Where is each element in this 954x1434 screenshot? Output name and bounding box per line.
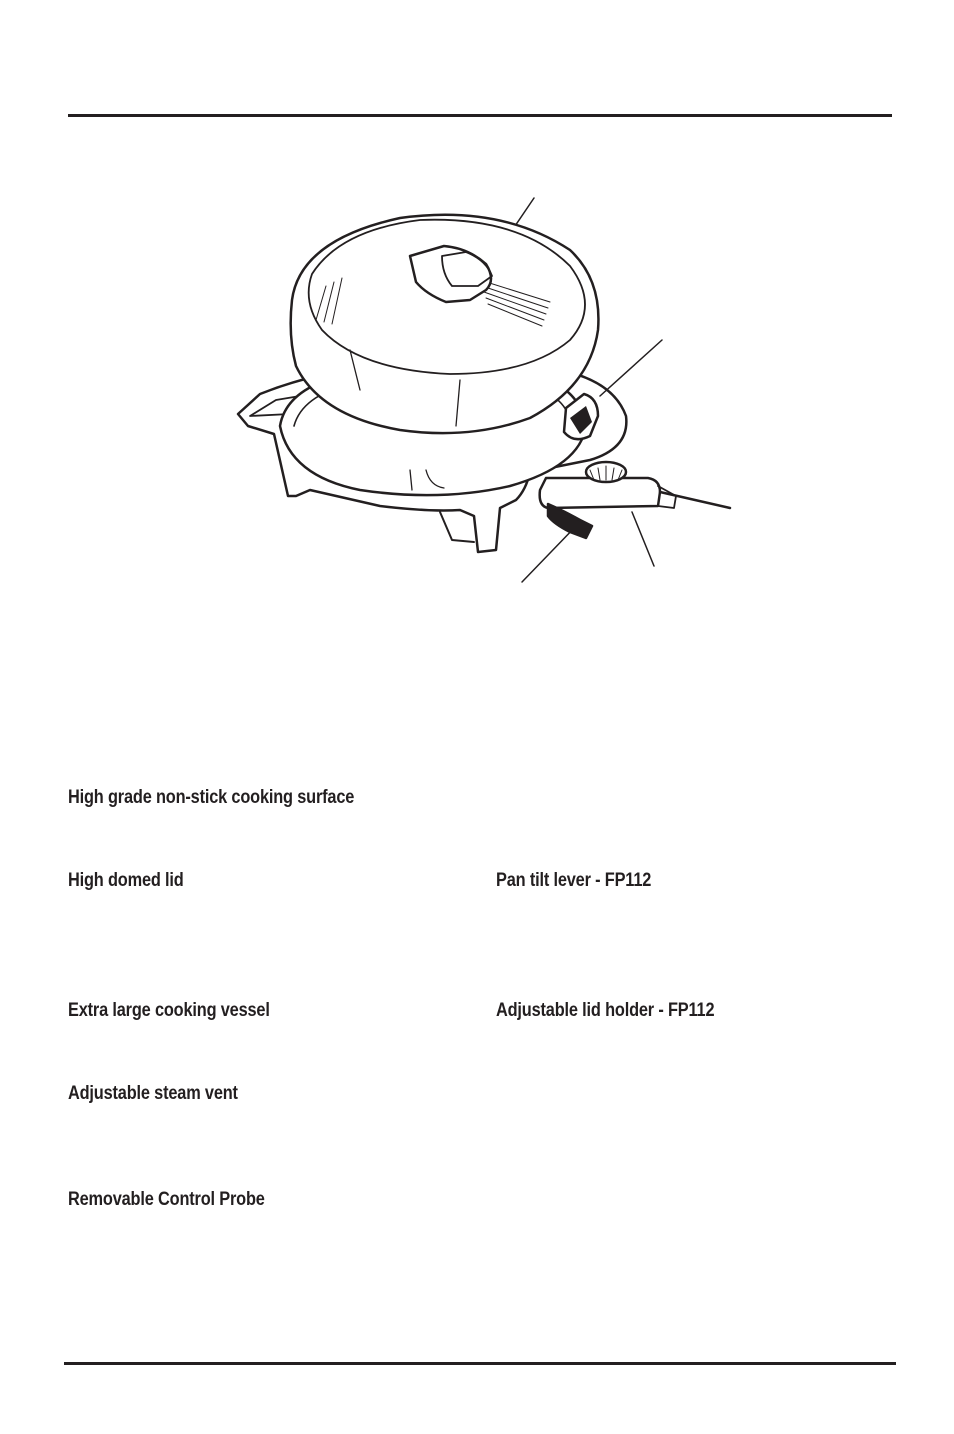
feature-control-probe: Removable Control Probe xyxy=(68,1189,265,1210)
tilt-lever xyxy=(548,504,592,538)
feature-high-domed-lid: High domed lid xyxy=(68,870,184,891)
frypan-illustration xyxy=(230,190,740,590)
bottom-rule xyxy=(64,1362,896,1365)
feature-pan-tilt-lever: Pan tilt lever - FP112 xyxy=(496,870,652,891)
leader-line-lid-holder xyxy=(600,340,662,396)
feature-cooking-vessel: Extra large cooking vessel xyxy=(68,1000,270,1021)
feature-nonstick-surface: High grade non-stick cooking surface xyxy=(68,787,355,808)
feature-lid-holder: Adjustable lid holder - FP112 xyxy=(496,1000,715,1021)
leader-line-probe xyxy=(632,512,654,566)
power-cord xyxy=(660,492,730,508)
top-rule xyxy=(68,114,892,117)
feature-steam-vent: Adjustable steam vent xyxy=(68,1083,238,1104)
base-foot-right xyxy=(440,512,474,542)
